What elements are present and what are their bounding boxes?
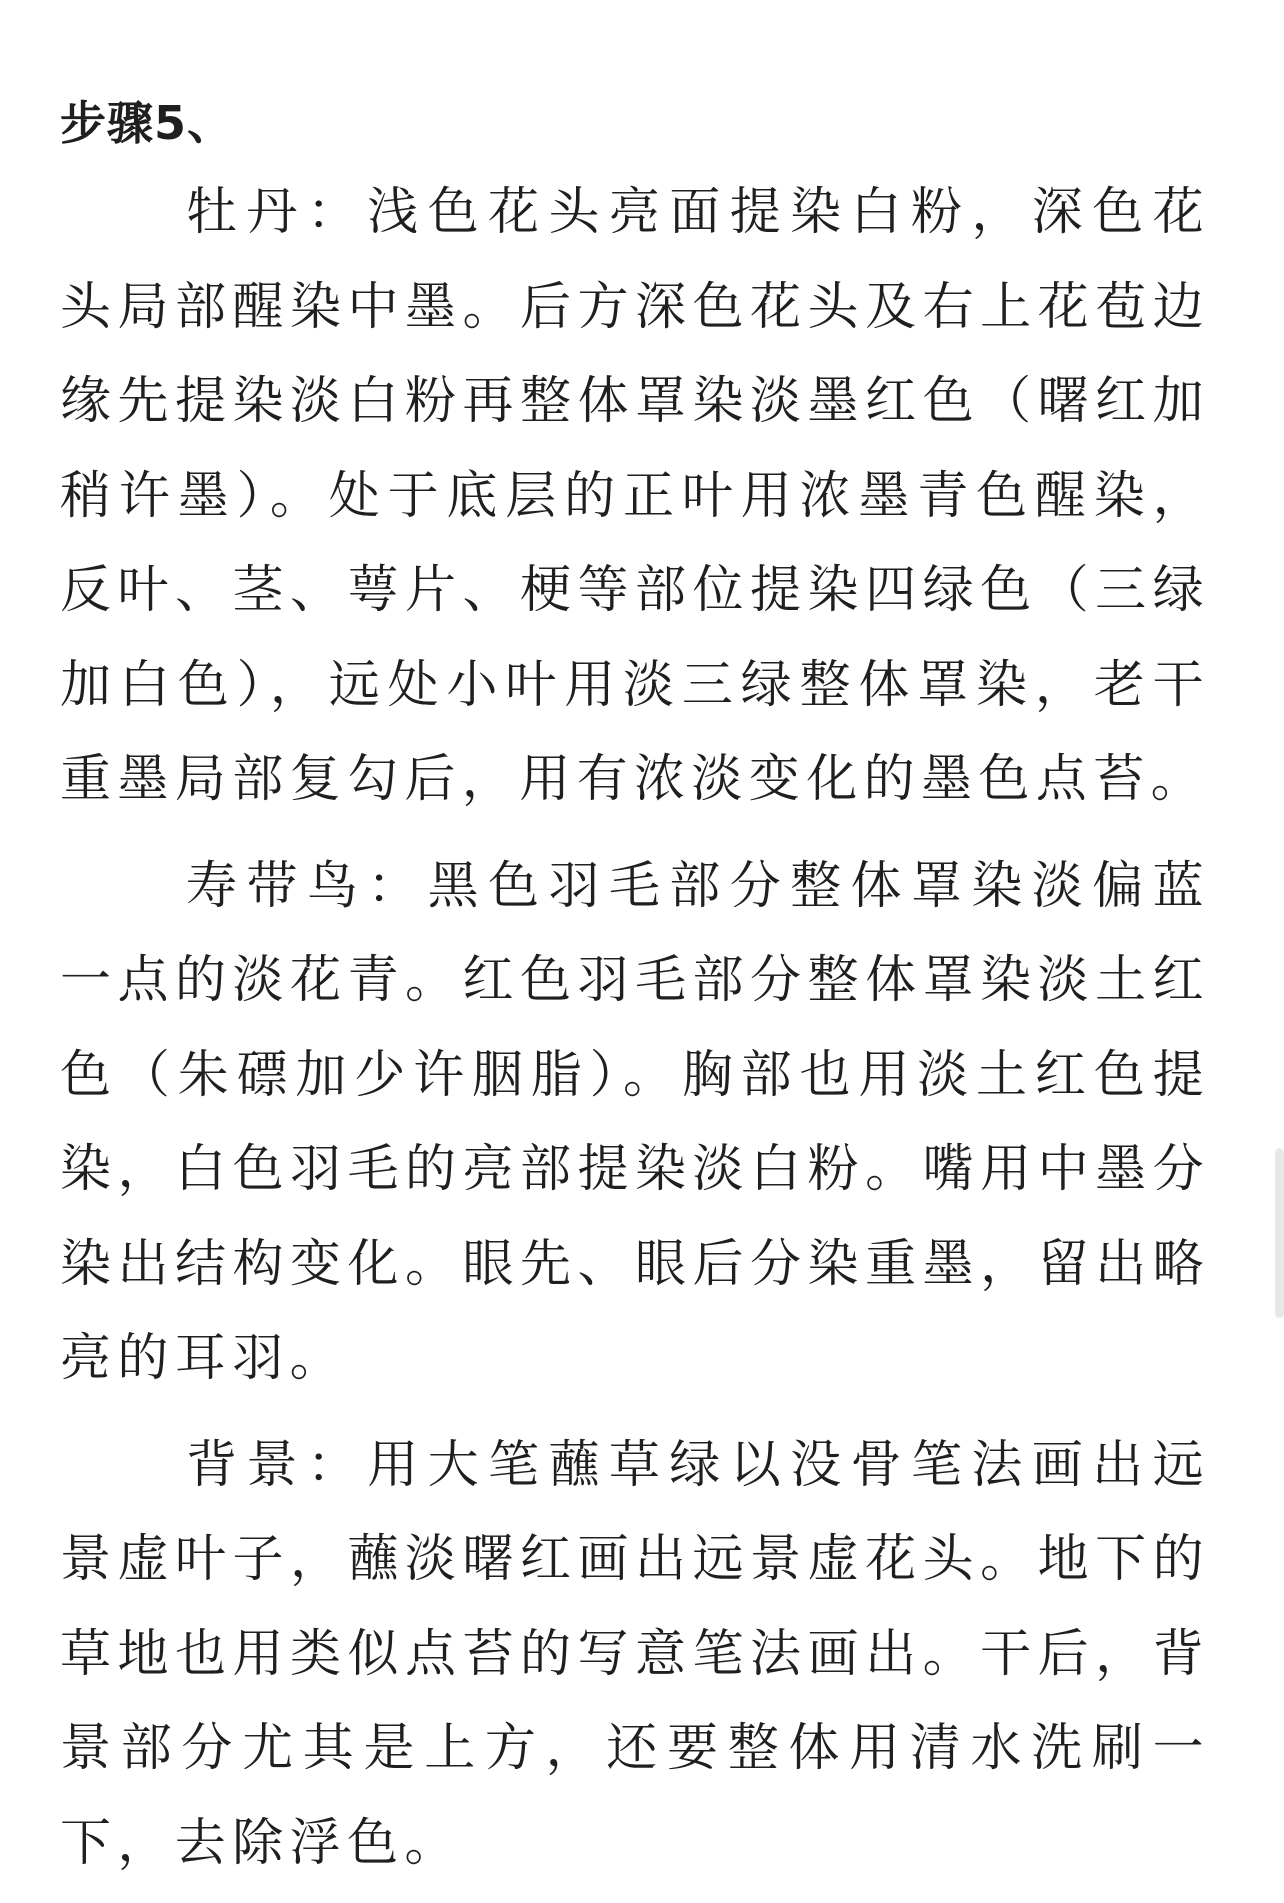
paragraph-bird: 寿带鸟：黑色羽毛部分整体罩染淡偏蓝一点的淡花青。红色羽毛部分整体罩染淡土红色（朱磦加少许胭脂）。胸部也用淡土红色提染，白色羽毛的亮部提染淡白粉。嘴用中墨分染出结构变化。眼先、眼后分染重墨，留出略亮的耳羽。 bbox=[60, 856, 1210, 1388]
paragraph-peony: 牡丹：浅色花头亮面提染白粉，深色花头局部醒染中墨。后方深色花头及右上花苞边缘先提染淡白粉再整体罩染淡墨红色（曙红加稍许墨）。处于底层的正叶用浓墨青色醒染，反叶、茎、萼片、梗等部位提染四绿色（三绿加白色），远处小叶用淡三绿整体罩染，老干重墨局部复勾后，用有浓淡变化的墨色点苔。 bbox=[60, 183, 1210, 809]
step-heading: 步骤5、 bbox=[60, 96, 235, 150]
article-body bbox=[60, 88, 1210, 1903]
scrollbar[interactable] bbox=[1275, 1148, 1284, 1318]
paragraph-background: 背景：用大笔蘸草绿以没骨笔法画出远景虚叶子，蘸淡曙红画出远景虚花头。地下的草地也用类似点苔的写意笔法画出。干后，背景部分尤其是上方，还要整体用清水洗刷一下，去除浮色。 bbox=[60, 1435, 1210, 1873]
